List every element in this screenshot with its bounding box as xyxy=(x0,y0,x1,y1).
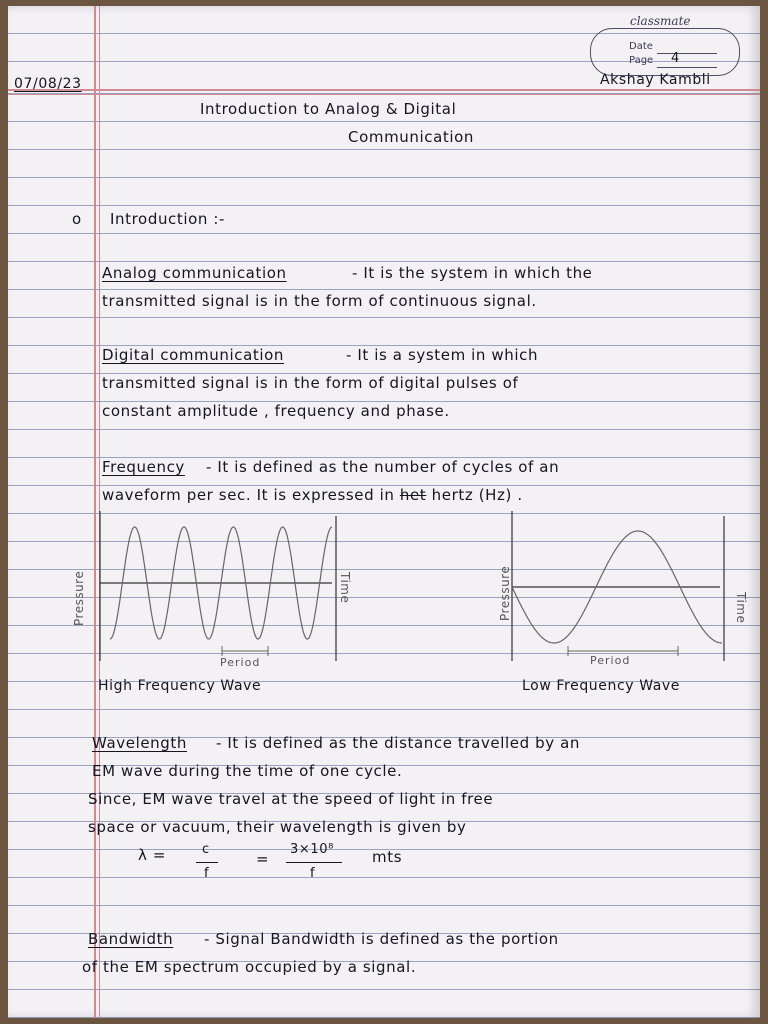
digital-line-1: - It is a system in which xyxy=(346,346,539,364)
intro-heading: Introduction :- xyxy=(110,210,226,228)
frequency-strike: het xyxy=(399,486,427,504)
high-period-label: Period xyxy=(220,656,261,669)
high-frequency-wave-diagram xyxy=(88,511,358,671)
frequency-line-2b: hertz (Hz) . xyxy=(426,486,523,504)
date-page-box xyxy=(590,28,740,76)
digital-line-2: transmitted signal is in the form of digital pulses of xyxy=(102,374,519,392)
notebook-page xyxy=(8,6,760,1018)
analog-line-1: - It is the system in which the xyxy=(352,264,593,282)
page-number: 4 xyxy=(671,51,680,66)
high-y-label: Pressure xyxy=(72,570,86,626)
date-label: Date xyxy=(629,41,653,52)
formula-eq: = xyxy=(256,850,270,868)
high-x-label: Time xyxy=(338,572,352,604)
low-x-label: Time xyxy=(734,592,748,624)
wavelength-line-3: Since, EM wave travel at the speed of light in free xyxy=(88,790,494,808)
wavelength-line-4: space or vacuum, their wavelength is given by xyxy=(88,818,467,836)
formula-bar-1 xyxy=(196,862,218,863)
low-y-label: Pressure xyxy=(498,565,512,621)
digital-line-3: constant amplitude , frequency and phase. xyxy=(102,402,450,420)
wavelength-line-1: - It is defined as the distance travelled by an xyxy=(216,734,580,752)
frequency-line-2a: waveform per sec. It is expressed in xyxy=(102,486,400,504)
bandwidth-line-2: of the EM spectrum occupied by a signal. xyxy=(82,958,417,976)
frequency-term: Frequency xyxy=(102,458,185,476)
analog-line-2: transmitted signal is in the form of continuous signal. xyxy=(102,292,537,310)
bandwidth-term: Bandwidth xyxy=(88,930,174,948)
wavelength-line-2: EM wave during the time of one cycle. xyxy=(92,762,403,780)
brand-logo: classmate xyxy=(630,14,691,28)
formula-den: f xyxy=(204,866,210,881)
digital-term: Digital communication xyxy=(102,346,285,364)
analog-term: Analog communication xyxy=(102,264,287,282)
wavelength-term: Wavelength xyxy=(92,734,187,752)
page-label: Page xyxy=(629,55,654,66)
title-line-1: Introduction to Analog & Digital xyxy=(200,100,457,118)
bandwidth-line-1: - Signal Bandwidth is defined as the portion xyxy=(204,930,559,948)
date-line xyxy=(657,53,717,54)
formula-num-2: 3×10⁸ xyxy=(290,842,334,857)
margin-line-top-2 xyxy=(8,94,760,95)
formula-bar-2 xyxy=(286,862,342,863)
frequency-line-1: - It is defined as the number of cycles of an xyxy=(206,458,560,476)
date-text: 07/08/23 xyxy=(14,76,82,92)
formula-num: c xyxy=(202,842,210,857)
formula-unit: mts xyxy=(372,848,403,866)
low-caption: Low Frequency Wave xyxy=(522,678,681,694)
high-caption: High Frequency Wave xyxy=(98,678,262,694)
author-name: Akshay Kambli xyxy=(600,72,711,88)
frequency-line-2 xyxy=(102,486,523,504)
formula-lhs: λ = xyxy=(138,846,167,864)
title-line-2: Communication xyxy=(348,128,475,146)
formula-den-2: f xyxy=(310,866,316,881)
low-frequency-wave-diagram xyxy=(508,511,738,671)
low-period-label: Period xyxy=(590,654,631,667)
margin-line-top xyxy=(8,89,760,91)
intro-bullet: o xyxy=(72,210,82,228)
page-line xyxy=(657,67,717,68)
